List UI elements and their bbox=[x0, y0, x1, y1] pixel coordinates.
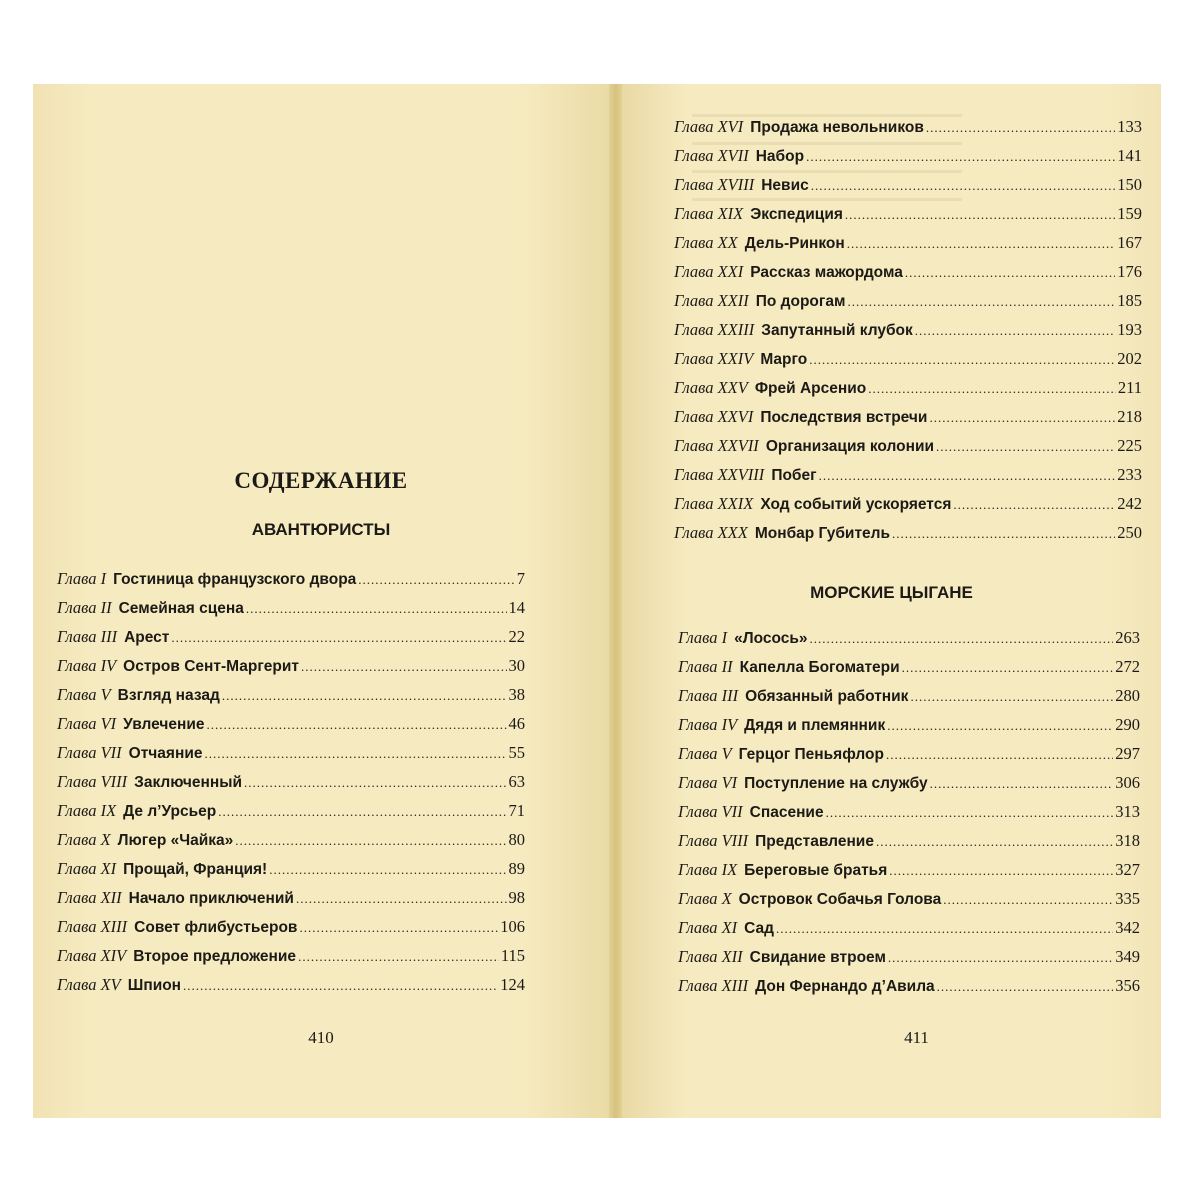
chapter-label: Глава XII bbox=[678, 947, 743, 966]
chapter-title: Второе предложение bbox=[133, 948, 297, 965]
chapter-label: Глава VIII bbox=[678, 831, 749, 850]
dot-leader bbox=[845, 207, 1115, 223]
chapter-page-number: 141 bbox=[1117, 146, 1142, 165]
chapter-label: Глава IV bbox=[678, 715, 738, 734]
toc-entry bbox=[674, 494, 1142, 523]
chapter-page-number: 71 bbox=[508, 801, 525, 820]
dot-leader bbox=[809, 352, 1115, 368]
chapter-title: Люгер «Чайка» bbox=[117, 832, 234, 849]
toc-entry bbox=[674, 378, 1142, 407]
dot-leader bbox=[876, 834, 1113, 850]
chapter-label: Глава III bbox=[57, 627, 118, 646]
dot-leader bbox=[235, 833, 506, 849]
chapter-label: Глава XIX bbox=[674, 204, 744, 223]
chapter-label: Глава XV bbox=[57, 975, 121, 994]
chapter-label: Глава XIII bbox=[57, 917, 128, 936]
chapter-page-number: 38 bbox=[508, 685, 525, 704]
dot-leader bbox=[936, 439, 1115, 455]
chapter-label: Глава X bbox=[678, 889, 732, 908]
chapter-label: Глава XXIV bbox=[674, 349, 754, 368]
dot-leader bbox=[886, 747, 1113, 763]
toc-title: СОДЕРЖАНИЕ bbox=[234, 468, 408, 493]
chapter-page-number: 80 bbox=[508, 830, 525, 849]
dot-leader bbox=[296, 891, 507, 907]
chapter-label: Глава XXII bbox=[674, 291, 749, 310]
right-page bbox=[622, 84, 1161, 1118]
toc-entry bbox=[678, 686, 1140, 715]
toc-entry bbox=[674, 262, 1142, 291]
chapter-page-number: 318 bbox=[1115, 831, 1140, 850]
chapter-title: Поступление на службу bbox=[744, 775, 928, 792]
chapter-page-number: 7 bbox=[516, 569, 525, 588]
chapter-title: По дорогам bbox=[755, 293, 846, 310]
toc-list-left bbox=[57, 569, 525, 1004]
chapter-label: Глава XII bbox=[57, 888, 122, 907]
chapter-label: Глава XVII bbox=[674, 146, 749, 165]
chapter-page-number: 159 bbox=[1117, 204, 1142, 223]
toc-entry bbox=[674, 523, 1142, 552]
chapter-label: Глава II bbox=[57, 598, 112, 617]
chapter-label: Глава VI bbox=[678, 773, 738, 792]
chapter-page-number: 306 bbox=[1115, 773, 1140, 792]
chapter-title: Организация колонии bbox=[765, 438, 934, 455]
dot-leader bbox=[810, 631, 1114, 647]
chapter-title: Ход событий ускоряется bbox=[760, 496, 952, 513]
chapter-title: Сад bbox=[744, 920, 774, 937]
chapter-page-number: 327 bbox=[1115, 860, 1140, 879]
toc-entry bbox=[57, 627, 525, 656]
folio-left: 410 bbox=[308, 1028, 334, 1047]
dot-leader bbox=[888, 950, 1113, 966]
toc-entry bbox=[678, 802, 1140, 831]
toc-entry bbox=[678, 918, 1140, 947]
toc-entry bbox=[57, 569, 525, 598]
toc-entry bbox=[57, 830, 525, 859]
folio-right: 411 bbox=[904, 1028, 929, 1047]
chapter-title: Дядя и племянник bbox=[744, 717, 886, 734]
dot-leader bbox=[269, 862, 506, 878]
dot-leader bbox=[301, 659, 507, 675]
toc-entry bbox=[678, 628, 1140, 657]
chapter-title: Заключенный bbox=[134, 774, 243, 791]
chapter-page-number: 356 bbox=[1115, 976, 1140, 995]
section-title-adventurers: АВАНТЮРИСТЫ bbox=[251, 520, 391, 539]
chapter-title: Шпион bbox=[127, 977, 182, 994]
chapter-title: Последствия встречи bbox=[760, 409, 928, 426]
dot-leader bbox=[929, 410, 1115, 426]
chapter-label: Глава X bbox=[57, 830, 111, 849]
chapter-page-number: 280 bbox=[1115, 686, 1140, 705]
chapter-page-number: 250 bbox=[1117, 523, 1142, 542]
dot-leader bbox=[847, 294, 1115, 310]
chapter-title: Взгляд назад bbox=[117, 687, 220, 704]
chapter-page-number: 30 bbox=[508, 656, 525, 675]
chapter-title: Прощай, Франция! bbox=[123, 861, 268, 878]
chapter-title: Невис bbox=[761, 177, 809, 194]
chapter-title: Семейная сцена bbox=[118, 600, 244, 617]
toc-entry bbox=[678, 947, 1140, 976]
toc-entry bbox=[674, 117, 1142, 146]
chapter-label: Глава XXIII bbox=[674, 320, 755, 339]
toc-entry bbox=[57, 656, 525, 685]
chapter-label: Глава XI bbox=[57, 859, 117, 878]
chapter-label: Глава V bbox=[57, 685, 111, 704]
chapter-page-number: 233 bbox=[1117, 465, 1142, 484]
dot-leader bbox=[776, 921, 1113, 937]
chapter-label: Глава XXI bbox=[674, 262, 744, 281]
chapter-label: Глава IX bbox=[678, 860, 738, 879]
chapter-page-number: 124 bbox=[500, 975, 525, 994]
dot-leader bbox=[943, 892, 1113, 908]
chapter-title: Остров Сент-Маргерит bbox=[123, 658, 299, 675]
toc-entry bbox=[57, 772, 525, 801]
chapter-title: Набор bbox=[755, 148, 805, 165]
chapter-label: Глава XVIII bbox=[674, 175, 755, 194]
book-gutter bbox=[609, 84, 622, 1118]
chapter-page-number: 297 bbox=[1115, 744, 1140, 763]
chapter-page-number: 211 bbox=[1117, 378, 1142, 397]
chapter-label: Глава VII bbox=[57, 743, 122, 762]
chapter-title: Обязанный работник bbox=[745, 688, 909, 705]
chapter-page-number: 242 bbox=[1117, 494, 1142, 513]
chapter-label: Глава VII bbox=[678, 802, 743, 821]
chapter-title: Островок Собачья Голова bbox=[738, 891, 942, 908]
toc-entry bbox=[57, 801, 525, 830]
dot-leader bbox=[826, 805, 1114, 821]
dot-leader bbox=[910, 689, 1113, 705]
dot-leader bbox=[207, 717, 507, 733]
dot-leader bbox=[847, 236, 1115, 252]
dot-leader bbox=[298, 949, 499, 965]
chapter-page-number: 272 bbox=[1115, 657, 1140, 676]
chapter-title: Совет флибустьеров bbox=[134, 919, 298, 936]
toc-entry bbox=[678, 715, 1140, 744]
chapter-label: Глава V bbox=[678, 744, 732, 763]
chapter-page-number: 290 bbox=[1115, 715, 1140, 734]
chapter-title: Экспедиция bbox=[750, 206, 843, 223]
dot-leader bbox=[868, 381, 1116, 397]
chapter-label: Глава XXV bbox=[674, 378, 748, 397]
toc-entry bbox=[57, 975, 525, 1004]
dot-leader bbox=[905, 265, 1115, 281]
toc-entry bbox=[674, 146, 1142, 175]
chapter-page-number: 342 bbox=[1115, 918, 1140, 937]
dot-leader bbox=[244, 775, 506, 791]
chapter-page-number: 176 bbox=[1117, 262, 1142, 281]
toc-entry bbox=[57, 598, 525, 627]
chapter-title: Береговые братья bbox=[744, 862, 888, 879]
toc-entry bbox=[678, 976, 1140, 1005]
chapter-page-number: 313 bbox=[1115, 802, 1140, 821]
toc-entry bbox=[57, 917, 525, 946]
toc-entry bbox=[674, 407, 1142, 436]
toc-entry bbox=[678, 860, 1140, 889]
toc-entry bbox=[674, 291, 1142, 320]
chapter-page-number: 63 bbox=[508, 772, 525, 791]
chapter-title: Монбар Губитель bbox=[754, 525, 891, 542]
chapter-page-number: 193 bbox=[1117, 320, 1142, 339]
chapter-title: Побег bbox=[771, 467, 817, 484]
chapter-label: Глава XVI bbox=[674, 117, 744, 136]
chapter-label: Глава VI bbox=[57, 714, 117, 733]
chapter-title: Де л’Урсьер bbox=[123, 803, 217, 820]
toc-entry bbox=[674, 349, 1142, 378]
chapter-page-number: 115 bbox=[500, 946, 525, 965]
chapter-page-number: 22 bbox=[508, 627, 525, 646]
toc-entry bbox=[674, 436, 1142, 465]
toc-entry bbox=[674, 204, 1142, 233]
chapter-title: Представление bbox=[755, 833, 874, 850]
chapter-label: Глава XI bbox=[678, 918, 738, 937]
chapter-page-number: 89 bbox=[508, 859, 525, 878]
chapter-title: Запутанный клубок bbox=[761, 322, 913, 339]
chapter-page-number: 167 bbox=[1117, 233, 1142, 252]
chapter-page-number: 106 bbox=[500, 917, 525, 936]
chapter-page-number: 150 bbox=[1117, 175, 1142, 194]
chapter-page-number: 98 bbox=[508, 888, 525, 907]
dot-leader bbox=[937, 979, 1114, 995]
toc-entry bbox=[57, 743, 525, 772]
dot-leader bbox=[358, 572, 514, 588]
dot-leader bbox=[183, 978, 498, 994]
chapter-page-number: 263 bbox=[1115, 628, 1140, 647]
chapter-page-number: 46 bbox=[508, 714, 525, 733]
dot-leader bbox=[171, 630, 506, 646]
dot-leader bbox=[889, 863, 1113, 879]
dot-leader bbox=[811, 178, 1116, 194]
chapter-label: Глава XXX bbox=[674, 523, 748, 542]
chapter-label: Глава XXVII bbox=[674, 436, 759, 455]
chapter-title: Увлечение bbox=[123, 716, 205, 733]
chapter-title: Герцог Пеньяфлор bbox=[738, 746, 884, 763]
chapter-page-number: 14 bbox=[508, 598, 525, 617]
chapter-title: Марго bbox=[760, 351, 808, 368]
chapter-title: Дель-Ринкон bbox=[744, 235, 845, 252]
chapter-page-number: 225 bbox=[1117, 436, 1142, 455]
chapter-label: Глава XXVIII bbox=[674, 465, 765, 484]
chapter-label: Глава IV bbox=[57, 656, 117, 675]
chapter-title: Отчаяние bbox=[128, 745, 203, 762]
dot-leader bbox=[926, 120, 1115, 136]
toc-entry bbox=[678, 773, 1140, 802]
chapter-page-number: 335 bbox=[1115, 889, 1140, 908]
dot-leader bbox=[892, 526, 1115, 542]
chapter-title: Рассказ мажордома bbox=[750, 264, 903, 281]
toc-entry bbox=[57, 685, 525, 714]
chapter-title: «Лосось» bbox=[734, 630, 808, 647]
dot-leader bbox=[887, 718, 1113, 734]
toc-entry bbox=[674, 233, 1142, 262]
dot-leader bbox=[915, 323, 1115, 339]
dot-leader bbox=[222, 688, 507, 704]
toc-entry bbox=[674, 465, 1142, 494]
toc-entry bbox=[57, 946, 525, 975]
chapter-page-number: 133 bbox=[1117, 117, 1142, 136]
toc-entry bbox=[674, 320, 1142, 349]
chapter-page-number: 218 bbox=[1117, 407, 1142, 426]
chapter-title: Фрей Арсенио bbox=[754, 380, 867, 397]
chapter-title: Арест bbox=[124, 629, 170, 646]
chapter-label: Глава VIII bbox=[57, 772, 128, 791]
chapter-label: Глава XX bbox=[674, 233, 738, 252]
chapter-label: Глава IX bbox=[57, 801, 117, 820]
dot-leader bbox=[930, 776, 1114, 792]
chapter-page-number: 55 bbox=[508, 743, 525, 762]
chapter-title: Спасение bbox=[749, 804, 824, 821]
chapter-page-number: 202 bbox=[1117, 349, 1142, 368]
chapter-label: Глава I bbox=[57, 569, 107, 588]
chapter-page-number: 349 bbox=[1115, 947, 1140, 966]
dot-leader bbox=[204, 746, 506, 762]
toc-entry bbox=[678, 744, 1140, 773]
section-title-sea-gypsies: МОРСКИЕ ЦЫГАНЕ bbox=[810, 583, 973, 602]
chapter-title: Свидание втроем bbox=[749, 949, 886, 966]
dot-leader bbox=[953, 497, 1115, 513]
chapter-label: Глава I bbox=[678, 628, 728, 647]
chapter-label: Глава XIII bbox=[678, 976, 749, 995]
toc-list-right bbox=[678, 628, 1140, 1005]
chapter-title: Капелла Богоматери bbox=[739, 659, 900, 676]
toc-entry bbox=[57, 714, 525, 743]
chapter-label: Глава XXIX bbox=[674, 494, 754, 513]
dot-leader bbox=[806, 149, 1115, 165]
toc-entry bbox=[57, 859, 525, 888]
chapter-label: Глава XXVI bbox=[674, 407, 754, 426]
left-page bbox=[33, 84, 609, 1118]
toc-entry bbox=[678, 831, 1140, 860]
chapter-title: Начало приключений bbox=[128, 890, 294, 907]
chapter-label: Глава III bbox=[678, 686, 739, 705]
chapter-page-number: 185 bbox=[1117, 291, 1142, 310]
toc-entry bbox=[678, 889, 1140, 918]
toc-list-right-continued bbox=[674, 117, 1142, 552]
dot-leader bbox=[819, 468, 1116, 484]
toc-entry bbox=[57, 888, 525, 917]
dot-leader bbox=[246, 601, 507, 617]
dot-leader bbox=[902, 660, 1114, 676]
chapter-title: Гостиница французского двора bbox=[113, 571, 357, 588]
toc-entry bbox=[678, 657, 1140, 686]
chapter-title: Дон Фернандо д’Авила bbox=[755, 978, 935, 995]
chapter-title: Продажа невольников bbox=[750, 119, 924, 136]
toc-entry bbox=[674, 175, 1142, 204]
chapter-label: Глава XIV bbox=[57, 946, 127, 965]
chapter-label: Глава II bbox=[678, 657, 733, 676]
dot-leader bbox=[299, 920, 498, 936]
dot-leader bbox=[218, 804, 506, 820]
